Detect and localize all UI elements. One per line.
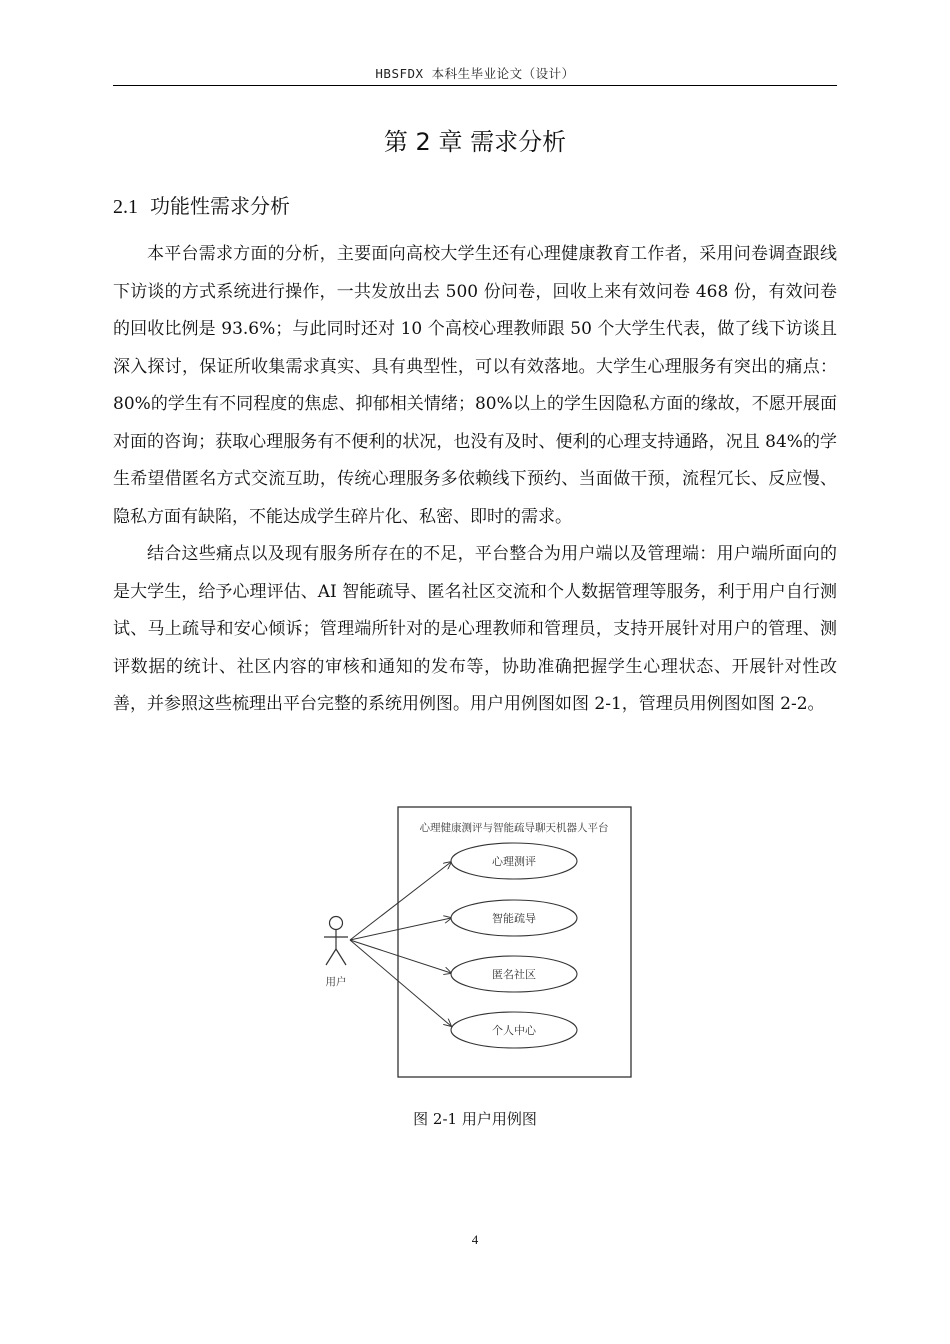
chapter-title: 第 2 章 需求分析 [383, 128, 567, 156]
actor-user-figure [324, 917, 348, 966]
use-case-label-2: 智能疏导 [492, 912, 536, 925]
running-header: HBSFDX 本科生毕业论文（设计） [375, 66, 575, 81]
use-case-diagram-svg [310, 800, 650, 1090]
association-line-2 [350, 918, 451, 940]
use-case-label-4: 个人中心 [492, 1024, 536, 1037]
association-line-1 [350, 862, 451, 940]
paragraph-1: 本平台需求方面的分析，主要面向高校大学生还有心理健康教育工作者，采用问卷调查跟线下访谈的方式系统进行操作，一共发放出去 500 份问卷，回收上来有效问卷 468 份，有效问卷的回收比例是 93.6%；与此同时还对 10 个高校心理教师跟 50 个大学生代表，做了线下访谈且深入探讨，保证所收集需求真实、具有典型性，可以有效落地。大学生心理服务有突出的痛点：80%的学生有不同程度的焦虑、抑郁相关情绪；80%以上的学生因隐私方面的缘故，不愿开展面对面的咨询；获取心理服务有不便利的状况，也没有及时、便利的心理支持通路，况且 84%的学生希望借匿名方式交流互助，传统心理服务多依赖线下预约、当面做干预，流程冗长、反应慢、隐私方面有缺陷，不能达成学生碎片化、私密、即时的需求。 [113, 244, 837, 527]
use-case-label-1: 心理测评 [492, 855, 536, 868]
use-case-label-3: 匿名社区 [492, 968, 536, 981]
body-text [113, 236, 837, 724]
association-line-4 [350, 940, 451, 1026]
figure-caption: 图 2-1 用户用例图 [413, 1110, 537, 1128]
section-number: 2.1 [113, 196, 138, 218]
section-title-text: 功能性需求分析 [150, 194, 290, 218]
header-rule [113, 85, 837, 86]
association-line-3 [350, 940, 451, 973]
page-number: 4 [471, 1232, 479, 1247]
system-title: 心理健康测评与智能疏导聊天机器人平台 [419, 822, 609, 834]
actor-user-label: 用户 [325, 976, 347, 988]
use-case-diagram [310, 800, 650, 1090]
paragraph-2: 结合这些痛点以及现有服务所存在的不足，平台整合为用户端以及管理端：用户端所面向的是大学生，给予心理评估、AI 智能疏导、匿名社区交流和个人数据管理等服务，利于用户自行测试、马上疏导和安心倾诉；管理端所针对的是心理教师和管理员，支持开展针对用户的管理、测评数据的统计、社区内容的审核和通知的发布等，协助准确把握学生心理状态、开展针对性改善，并参照这些梳理出平台完整的系统用例图。用户用例图如图 2-1，管理员用例图如图 2-2。 [113, 544, 837, 714]
section-title [113, 190, 290, 219]
